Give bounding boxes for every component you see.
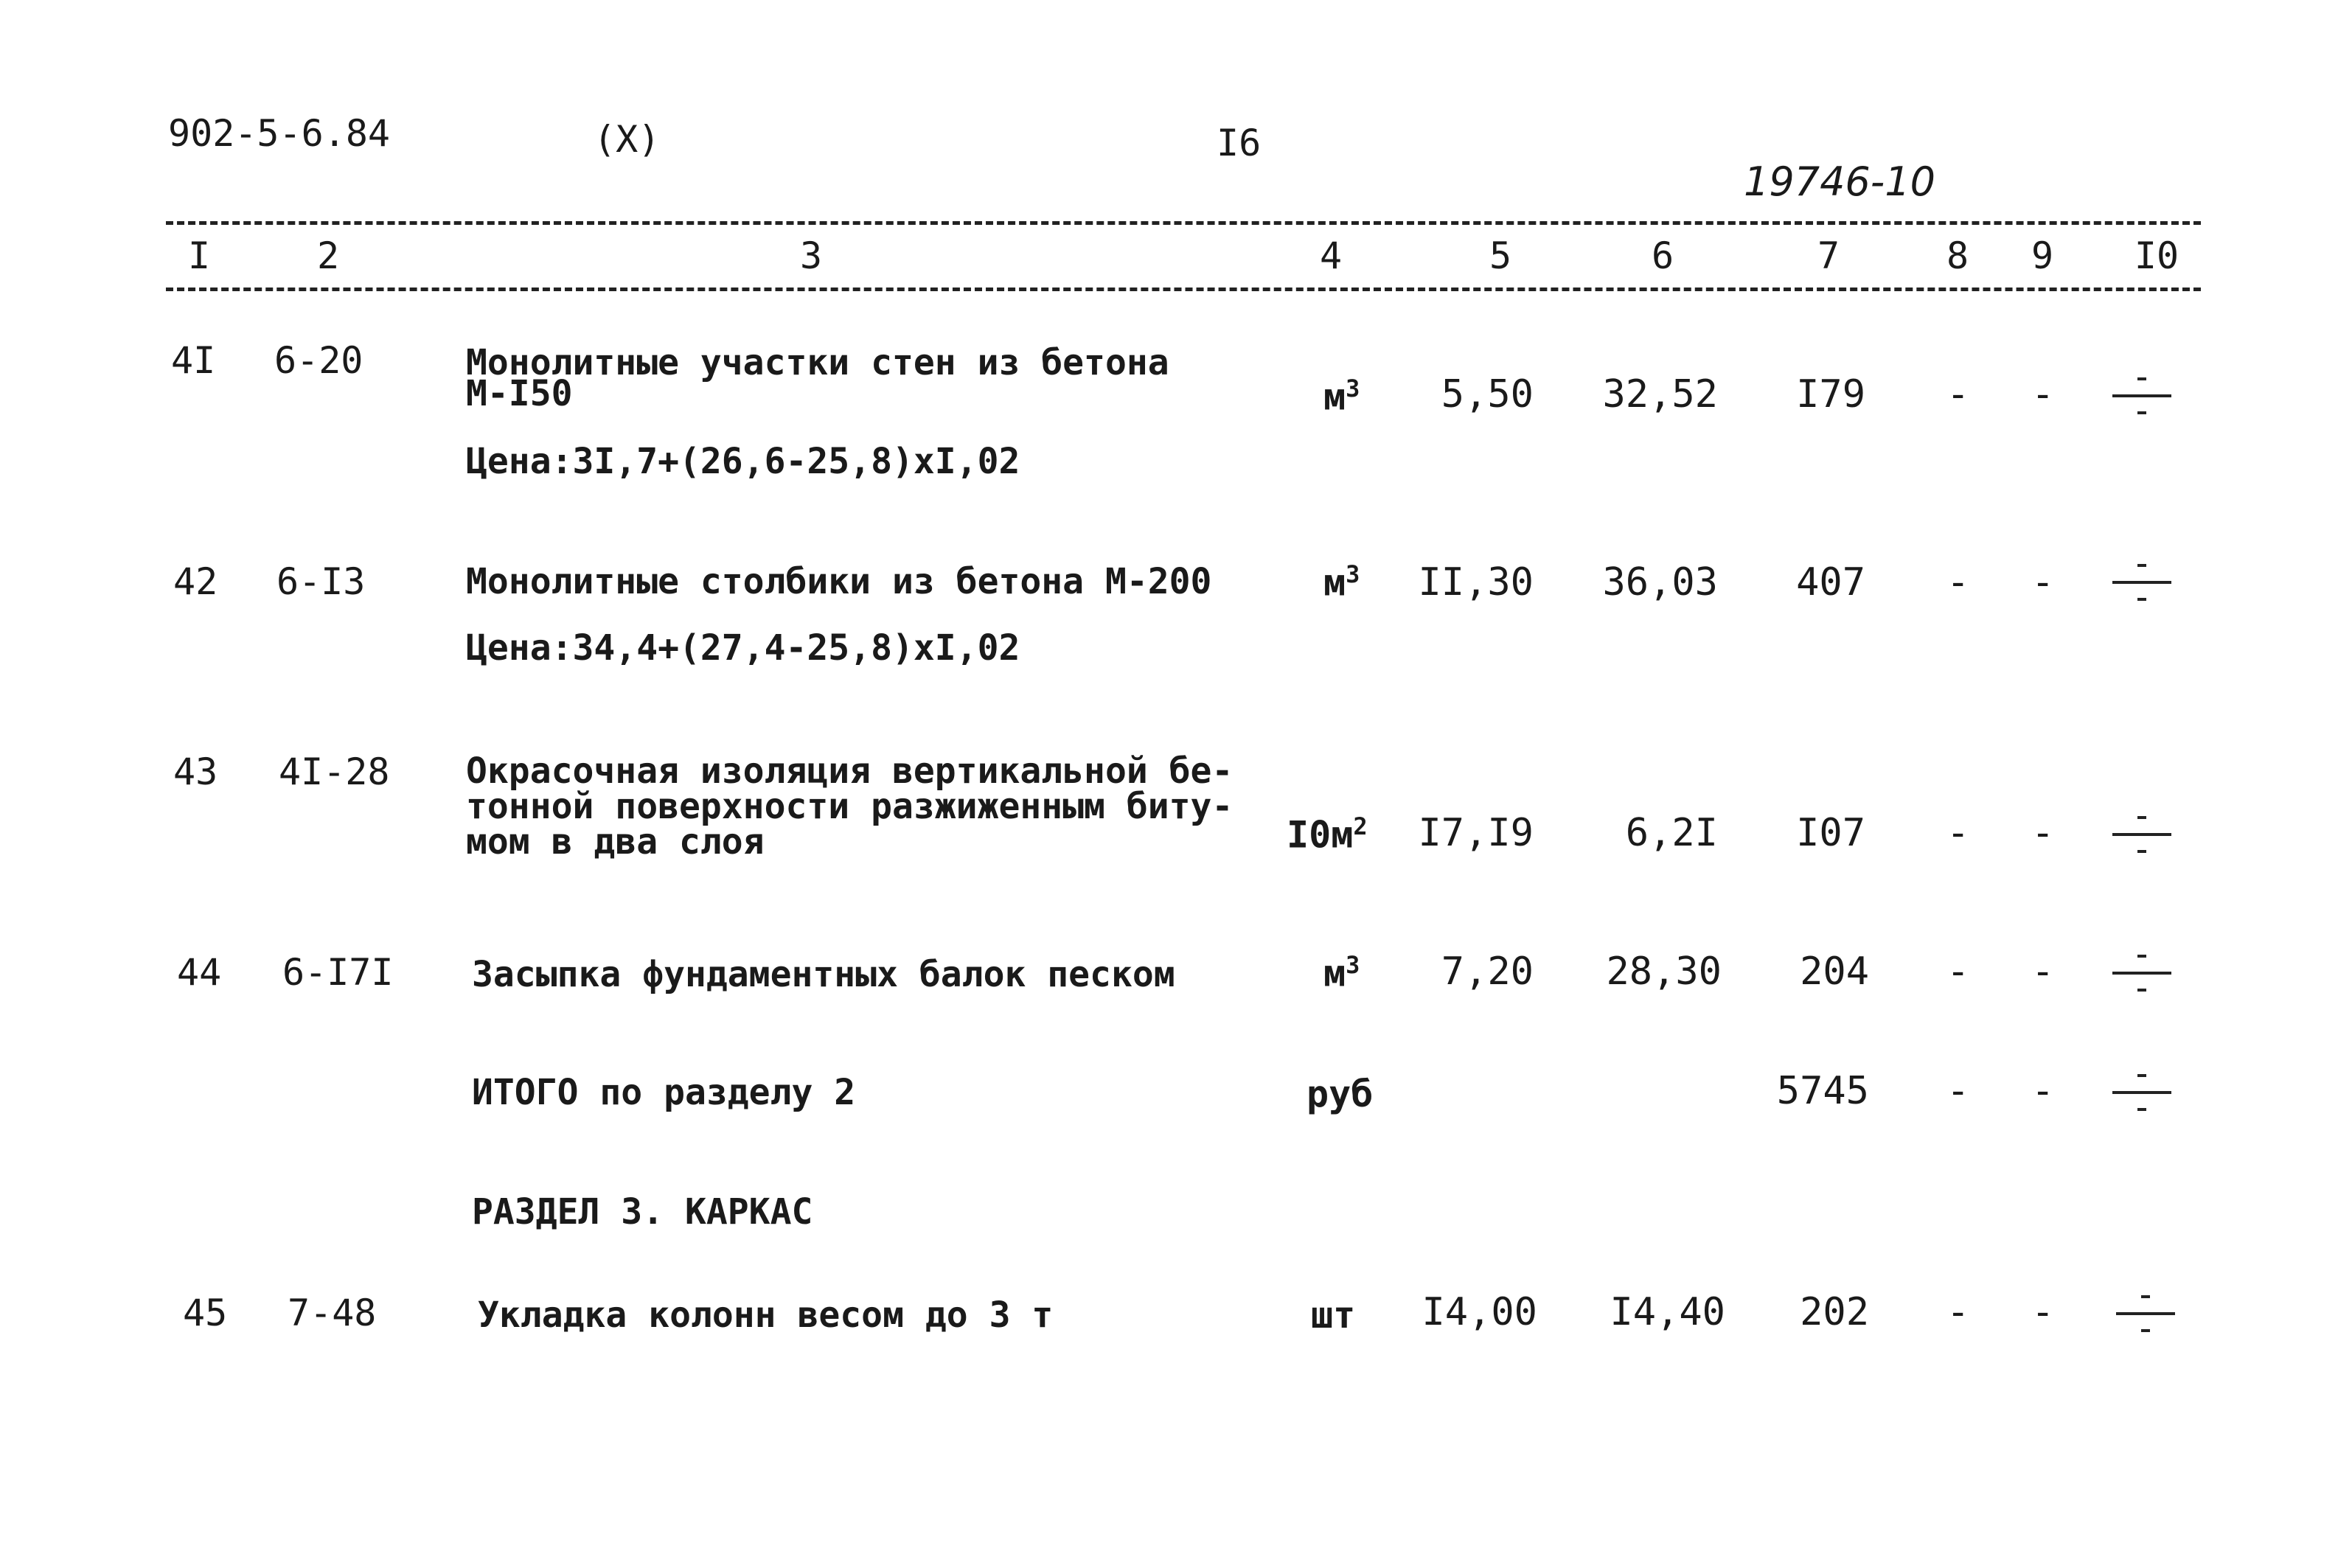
total-cost: I79 bbox=[1796, 372, 1865, 417]
work-description-line: мом в два слоя bbox=[466, 821, 765, 863]
column-number-7: 7 bbox=[1817, 234, 1840, 277]
row-number: 4I bbox=[171, 339, 216, 382]
repeat-mark-icon bbox=[2116, 1295, 2175, 1332]
column-header-bottom-rule bbox=[166, 288, 2201, 291]
col8-value: - bbox=[1946, 1290, 1970, 1334]
quantity: 5,50 bbox=[1441, 372, 1534, 417]
repeat-mark-icon bbox=[2112, 564, 2171, 601]
subtotal-unit: руб bbox=[1307, 1073, 1374, 1115]
norm-code: 7-48 bbox=[288, 1292, 377, 1334]
column-number-5: 5 bbox=[1489, 234, 1512, 277]
subtotal-label: ИТОГО по разделу 2 bbox=[472, 1072, 856, 1113]
unit: $м^3$ bbox=[1323, 560, 1360, 604]
norm-code: 6-I7I bbox=[282, 951, 394, 994]
unit-rate: 32,52 bbox=[1602, 372, 1718, 417]
column-number-10: I0 bbox=[2134, 234, 2179, 277]
price-formula: Цена:34,4+(27,4-25,8)xI,02 bbox=[466, 627, 1020, 669]
col9-value: - bbox=[2031, 560, 2055, 604]
variant-label: (X) bbox=[594, 118, 661, 161]
work-description-line: Засыпка фундаментных балок песком bbox=[472, 954, 1175, 995]
document-code: 902-5-6.84 bbox=[168, 112, 391, 155]
repeat-mark-icon bbox=[2112, 955, 2171, 992]
col8-value: - bbox=[1946, 1069, 1970, 1113]
quantity: 7,20 bbox=[1441, 949, 1534, 994]
subtotal-total: 5745 bbox=[1776, 1069, 1869, 1113]
column-header-top-rule bbox=[166, 221, 2201, 225]
norm-code: 6-I3 bbox=[276, 560, 366, 603]
quantity: II,30 bbox=[1418, 560, 1534, 604]
unit-rate: 36,03 bbox=[1602, 560, 1718, 604]
unit: $м^3$ bbox=[1323, 951, 1360, 995]
quantity: I7,I9 bbox=[1418, 811, 1534, 855]
repeat-mark-icon bbox=[2112, 816, 2171, 853]
col8-value: - bbox=[1946, 949, 1970, 994]
column-number-9: 9 bbox=[2031, 234, 2054, 277]
total-cost: 202 bbox=[1800, 1290, 1869, 1334]
work-description-line: Укладка колонн весом до 3 т bbox=[478, 1295, 1054, 1336]
col8-value: - bbox=[1946, 811, 1970, 855]
column-number-6: 6 bbox=[1651, 234, 1674, 277]
col9-value: - bbox=[2031, 1069, 2055, 1113]
row-number: 45 bbox=[183, 1292, 228, 1334]
unit: $I0м^2$ bbox=[1287, 812, 1368, 857]
work-description-line: М-I50 bbox=[466, 373, 573, 414]
total-cost: 204 bbox=[1800, 949, 1869, 994]
row-number: 43 bbox=[173, 750, 218, 793]
col8-value: - bbox=[1946, 560, 1970, 604]
inventory-number: 19746-10 bbox=[1744, 158, 1935, 205]
work-description-line: Окрасочная изоляция вертикальной бе- bbox=[466, 750, 1234, 792]
row-number: 44 bbox=[177, 951, 222, 994]
col9-value: - bbox=[2031, 372, 2055, 417]
unit: $м^3$ bbox=[1323, 374, 1360, 419]
unit-rate: 6,2I bbox=[1625, 811, 1718, 855]
work-description-line: тонной поверхности разжиженным биту- bbox=[466, 786, 1234, 827]
column-number-8: 8 bbox=[1946, 234, 1969, 277]
repeat-mark-icon bbox=[2112, 377, 2171, 414]
repeat-mark-icon bbox=[2112, 1074, 2171, 1111]
col9-value: - bbox=[2031, 1290, 2055, 1334]
norm-code: 4I-28 bbox=[279, 750, 390, 793]
total-cost: 407 bbox=[1796, 560, 1865, 604]
work-description-line: Монолитные столбики из бетона М-200 bbox=[466, 561, 1212, 602]
column-number-2: 2 bbox=[316, 234, 340, 277]
column-number-1: I bbox=[187, 234, 211, 277]
col8-value: - bbox=[1946, 372, 1970, 417]
total-cost: I07 bbox=[1796, 811, 1865, 855]
column-number-3: 3 bbox=[799, 234, 823, 277]
price-formula: Цена:3I,7+(26,6-25,8)xI,02 bbox=[466, 441, 1020, 482]
page-number: I6 bbox=[1217, 122, 1262, 164]
row-number: 42 bbox=[173, 560, 218, 603]
unit: шт bbox=[1311, 1294, 1356, 1337]
col9-value: - bbox=[2031, 949, 2055, 994]
col9-value: - bbox=[2031, 811, 2055, 855]
quantity: I4,00 bbox=[1422, 1290, 1537, 1334]
work-description-line: Монолитные участки стен из бетона bbox=[466, 342, 1169, 383]
column-number-4: 4 bbox=[1319, 234, 1343, 277]
norm-code: 6-20 bbox=[274, 339, 363, 382]
unit-rate: 28,30 bbox=[1606, 949, 1722, 994]
section-heading: РАЗДЕЛ 3. КАРКАС bbox=[472, 1191, 813, 1233]
unit-rate: I4,40 bbox=[1610, 1290, 1725, 1334]
